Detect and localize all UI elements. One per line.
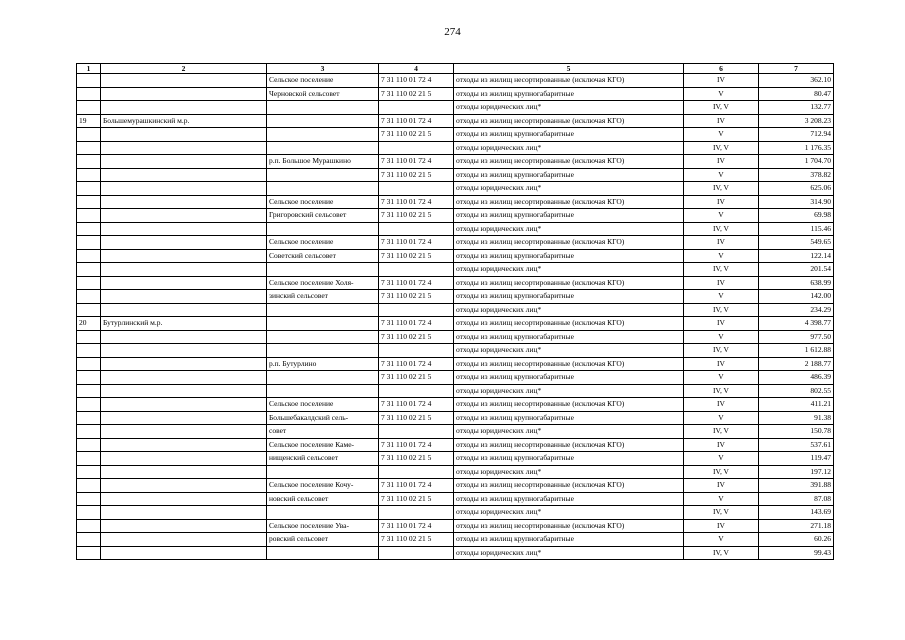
cell-waste-code [379,344,454,358]
page-number: 274 [444,26,461,38]
header-cell: 1 [77,64,101,74]
table-row [77,168,834,182]
cell-waste-type: отходы из жилищ несортированные (исключая КГО) [454,479,684,493]
table-row [77,155,834,169]
cell-district [101,479,267,493]
cell-waste-code [379,222,454,236]
cell-amount: 1 176.35 [759,141,834,155]
cell-hazard-class: IV [684,438,759,452]
header-row [77,64,834,74]
cell-amount: 4 398.77 [759,317,834,331]
cell-amount: 3 208.23 [759,114,834,128]
header-cell: 7 [759,64,834,74]
cell-amount: 549.65 [759,236,834,250]
table-row [77,209,834,223]
cell-waste-type: отходы из жилищ крупногабаритные [454,452,684,466]
cell-hazard-class: IV, V [684,303,759,317]
cell-waste-type: отходы из жилищ несортированные (исключая КГО) [454,317,684,331]
cell-amount: 150.78 [759,425,834,439]
cell-district [101,492,267,506]
cell-number [77,182,101,196]
cell-district [101,195,267,209]
cell-waste-type: отходы из жилищ несортированные (исключая КГО) [454,236,684,250]
cell-amount: 314.90 [759,195,834,209]
table-row [77,317,834,331]
header-cell: 4 [379,64,454,74]
cell-amount: 122.14 [759,249,834,263]
cell-amount: 537.61 [759,438,834,452]
cell-amount: 1 704.70 [759,155,834,169]
cell-number [77,371,101,385]
table-row [77,371,834,385]
cell-hazard-class: V [684,411,759,425]
cell-waste-type: отходы из жилищ несортированные (исключая КГО) [454,519,684,533]
cell-waste-code: 7 31 110 02 21 5 [379,492,454,506]
cell-waste-code: 7 31 110 02 21 5 [379,249,454,263]
cell-number [77,168,101,182]
cell-hazard-class: IV [684,155,759,169]
cell-district [101,236,267,250]
table-row [77,425,834,439]
cell-waste-type: отходы юридических лиц* [454,465,684,479]
cell-waste-type: отходы из жилищ несортированные (исключая КГО) [454,114,684,128]
cell-district [101,371,267,385]
cell-waste-code: 7 31 110 02 21 5 [379,330,454,344]
table-row [77,438,834,452]
table-row [77,101,834,115]
cell-hazard-class: V [684,330,759,344]
cell-district [101,182,267,196]
cell-waste-type: отходы из жилищ крупногабаритные [454,533,684,547]
cell-district [101,249,267,263]
cell-waste-code: 7 31 110 01 72 4 [379,236,454,250]
cell-waste-type: отходы юридических лиц* [454,101,684,115]
cell-hazard-class: V [684,452,759,466]
cell-waste-type: отходы из жилищ крупногабаритные [454,290,684,304]
cell-number [77,398,101,412]
cell-district [101,303,267,317]
cell-settlement: Григоровский сельсовет [267,209,379,223]
cell-hazard-class: IV, V [684,101,759,115]
cell-waste-type: отходы из жилищ несортированные (исключая КГО) [454,398,684,412]
cell-number [77,384,101,398]
cell-waste-code: 7 31 110 01 72 4 [379,276,454,290]
cell-hazard-class: IV, V [684,465,759,479]
cell-settlement: Сельское поселение Кочу- [267,479,379,493]
cell-amount: 143.69 [759,506,834,520]
cell-hazard-class: IV, V [684,425,759,439]
cell-waste-code: 7 31 110 01 72 4 [379,74,454,88]
cell-waste-code [379,182,454,196]
cell-waste-code [379,425,454,439]
cell-hazard-class: V [684,209,759,223]
cell-amount: 391.88 [759,479,834,493]
cell-waste-type: отходы юридических лиц* [454,344,684,358]
cell-amount: 142.00 [759,290,834,304]
table-row [77,533,834,547]
cell-district [101,465,267,479]
cell-district [101,141,267,155]
cell-number [77,249,101,263]
cell-settlement [267,317,379,331]
cell-waste-code: 7 31 110 02 21 5 [379,533,454,547]
cell-number [77,492,101,506]
cell-waste-type: отходы юридических лиц* [454,263,684,277]
cell-settlement: р.п. Большое Мурашкино [267,155,379,169]
cell-number: 19 [77,114,101,128]
cell-settlement [267,371,379,385]
cell-hazard-class: IV, V [684,141,759,155]
cell-waste-type: отходы из жилищ крупногабаритные [454,411,684,425]
cell-settlement: новский сельсовет [267,492,379,506]
cell-number [77,141,101,155]
cell-number: 20 [77,317,101,331]
cell-hazard-class: IV [684,236,759,250]
table-body [77,74,834,560]
cell-settlement: Сельское поселение Холя- [267,276,379,290]
cell-waste-code: 7 31 110 02 21 5 [379,290,454,304]
cell-settlement: Сельское поселение [267,236,379,250]
cell-hazard-class: V [684,533,759,547]
cell-waste-type: отходы из жилищ крупногабаритные [454,87,684,101]
cell-settlement [267,330,379,344]
cell-waste-code [379,141,454,155]
cell-amount: 201.54 [759,263,834,277]
cell-settlement: р.п. Бутурлино [267,357,379,371]
cell-number [77,290,101,304]
cell-district [101,290,267,304]
cell-number [77,276,101,290]
cell-hazard-class: V [684,290,759,304]
cell-amount: 712.94 [759,128,834,142]
cell-number [77,411,101,425]
cell-hazard-class: V [684,168,759,182]
cell-hazard-class: IV [684,317,759,331]
cell-district [101,276,267,290]
cell-settlement: нищенский сельсовет [267,452,379,466]
cell-waste-type: отходы из жилищ крупногабаритные [454,371,684,385]
cell-district [101,222,267,236]
waste-table [76,63,834,560]
cell-district [101,344,267,358]
cell-waste-code [379,303,454,317]
cell-number [77,506,101,520]
cell-district [101,384,267,398]
cell-district [101,519,267,533]
header-cell: 6 [684,64,759,74]
table-row [77,74,834,88]
cell-district [101,330,267,344]
cell-district [101,533,267,547]
cell-waste-code: 7 31 110 01 72 4 [379,317,454,331]
cell-number [77,330,101,344]
cell-settlement [267,114,379,128]
cell-waste-code: 7 31 110 01 72 4 [379,398,454,412]
header-cell: 5 [454,64,684,74]
cell-hazard-class: V [684,128,759,142]
cell-waste-type: отходы из жилищ крупногабаритные [454,330,684,344]
cell-amount: 99.43 [759,546,834,560]
cell-district [101,128,267,142]
cell-waste-type: отходы юридических лиц* [454,182,684,196]
table-row [77,182,834,196]
cell-waste-code [379,465,454,479]
cell-number [77,425,101,439]
table-row [77,384,834,398]
cell-hazard-class: IV, V [684,384,759,398]
cell-settlement: Черновской сельсовет [267,87,379,101]
cell-settlement [267,222,379,236]
cell-amount: 378.82 [759,168,834,182]
cell-waste-code: 7 31 110 02 21 5 [379,168,454,182]
cell-district [101,506,267,520]
cell-number [77,438,101,452]
cell-waste-code: 7 31 110 02 21 5 [379,411,454,425]
table-row [77,195,834,209]
table-row [77,114,834,128]
cell-settlement [267,303,379,317]
cell-waste-code: 7 31 110 01 72 4 [379,479,454,493]
cell-number [77,101,101,115]
cell-settlement [267,263,379,277]
cell-waste-type: отходы юридических лиц* [454,384,684,398]
cell-settlement: Сельское поселение [267,195,379,209]
table-row [77,330,834,344]
cell-waste-type: отходы из жилищ крупногабаритные [454,209,684,223]
cell-number [77,155,101,169]
table-row [77,506,834,520]
cell-number [77,263,101,277]
cell-settlement [267,344,379,358]
cell-number [77,465,101,479]
cell-hazard-class: IV [684,276,759,290]
cell-waste-type: отходы юридических лиц* [454,303,684,317]
cell-amount: 362.10 [759,74,834,88]
cell-district [101,87,267,101]
table-row [77,492,834,506]
header-cell: 3 [267,64,379,74]
table-row [77,452,834,466]
cell-district [101,168,267,182]
table-row [77,519,834,533]
cell-waste-type: отходы из жилищ несортированные (исключая КГО) [454,438,684,452]
table-row [77,236,834,250]
cell-amount: 87.08 [759,492,834,506]
cell-settlement: ровский сельсовет [267,533,379,547]
cell-district [101,209,267,223]
table-row [77,546,834,560]
cell-settlement: зинский сельсовет [267,290,379,304]
cell-number [77,533,101,547]
cell-hazard-class: IV [684,479,759,493]
cell-amount: 486.39 [759,371,834,385]
cell-waste-code: 7 31 110 01 72 4 [379,438,454,452]
cell-amount: 80.47 [759,87,834,101]
cell-waste-code: 7 31 110 02 21 5 [379,209,454,223]
header-cell: 2 [101,64,267,74]
cell-settlement: Сельское поселение Ува- [267,519,379,533]
cell-district [101,263,267,277]
cell-hazard-class: IV, V [684,506,759,520]
cell-amount: 60.26 [759,533,834,547]
cell-settlement: Сельское поселение [267,74,379,88]
cell-amount: 119.47 [759,452,834,466]
cell-waste-code: 7 31 110 02 21 5 [379,371,454,385]
cell-waste-code: 7 31 110 02 21 5 [379,87,454,101]
cell-settlement [267,384,379,398]
table-row [77,465,834,479]
cell-district [101,411,267,425]
cell-settlement [267,546,379,560]
cell-waste-type: отходы из жилищ несортированные (исключая КГО) [454,74,684,88]
cell-waste-code: 7 31 110 02 21 5 [379,128,454,142]
cell-amount: 638.99 [759,276,834,290]
cell-hazard-class: IV, V [684,344,759,358]
cell-number [77,479,101,493]
table-row [77,276,834,290]
cell-waste-code [379,384,454,398]
cell-hazard-class: IV [684,74,759,88]
cell-hazard-class: V [684,492,759,506]
table-row [77,263,834,277]
table-row [77,357,834,371]
cell-waste-code [379,101,454,115]
cell-waste-code [379,506,454,520]
cell-amount: 271.18 [759,519,834,533]
cell-waste-type: отходы из жилищ несортированные (исключая КГО) [454,195,684,209]
cell-settlement: совет [267,425,379,439]
cell-settlement [267,506,379,520]
cell-waste-type: отходы юридических лиц* [454,506,684,520]
cell-waste-type: отходы из жилищ крупногабаритные [454,249,684,263]
cell-hazard-class: V [684,371,759,385]
cell-number [77,546,101,560]
cell-number [77,452,101,466]
cell-hazard-class: IV, V [684,182,759,196]
cell-number [77,195,101,209]
cell-waste-type: отходы юридических лиц* [454,222,684,236]
cell-waste-code: 7 31 110 01 72 4 [379,357,454,371]
cell-waste-code: 7 31 110 01 72 4 [379,114,454,128]
cell-settlement [267,128,379,142]
cell-hazard-class: IV, V [684,546,759,560]
table-row [77,479,834,493]
cell-amount: 1 612.88 [759,344,834,358]
table-row [77,141,834,155]
cell-hazard-class: V [684,87,759,101]
cell-district: Большемурашкинский м.р. [101,114,267,128]
cell-waste-type: отходы из жилищ крупногабаритные [454,168,684,182]
cell-amount: 234.29 [759,303,834,317]
cell-amount: 197.12 [759,465,834,479]
table-row [77,303,834,317]
cell-waste-type: отходы из жилищ крупногабаритные [454,492,684,506]
cell-waste-type: отходы из жилищ несортированные (исключая КГО) [454,276,684,290]
cell-number [77,87,101,101]
cell-number [77,344,101,358]
table-row [77,290,834,304]
cell-district: Бутурлинский м.р. [101,317,267,331]
cell-waste-type: отходы юридических лиц* [454,425,684,439]
cell-number [77,209,101,223]
cell-number [77,74,101,88]
cell-amount: 625.06 [759,182,834,196]
cell-waste-code: 7 31 110 01 72 4 [379,195,454,209]
cell-amount: 115.46 [759,222,834,236]
cell-waste-type: отходы юридических лиц* [454,546,684,560]
cell-amount: 411.21 [759,398,834,412]
cell-settlement: Сельское поселение [267,398,379,412]
cell-amount: 132.77 [759,101,834,115]
cell-hazard-class: IV, V [684,263,759,277]
table-row [77,128,834,142]
cell-hazard-class: IV [684,519,759,533]
table-row [77,344,834,358]
cell-hazard-class: IV, V [684,222,759,236]
cell-number [77,222,101,236]
cell-settlement: Сельское поселение Каме- [267,438,379,452]
cell-waste-code [379,546,454,560]
cell-waste-code: 7 31 110 01 72 4 [379,519,454,533]
cell-settlement: Советский сельсовет [267,249,379,263]
cell-district [101,452,267,466]
cell-waste-code: 7 31 110 01 72 4 [379,155,454,169]
cell-district [101,357,267,371]
cell-waste-code: 7 31 110 02 21 5 [379,452,454,466]
cell-hazard-class: IV [684,357,759,371]
cell-amount: 91.38 [759,411,834,425]
cell-hazard-class: V [684,249,759,263]
cell-settlement [267,141,379,155]
cell-settlement [267,101,379,115]
cell-settlement [267,182,379,196]
cell-waste-type: отходы из жилищ крупногабаритные [454,128,684,142]
cell-number [77,303,101,317]
cell-hazard-class: IV [684,398,759,412]
cell-amount: 2 188.77 [759,357,834,371]
cell-district [101,425,267,439]
cell-district [101,438,267,452]
cell-number [77,128,101,142]
cell-district [101,398,267,412]
cell-hazard-class: IV [684,114,759,128]
table-row [77,249,834,263]
cell-number [77,357,101,371]
cell-settlement [267,168,379,182]
cell-district [101,74,267,88]
table-row [77,398,834,412]
table-row [77,222,834,236]
cell-number [77,236,101,250]
cell-waste-code [379,263,454,277]
cell-district [101,155,267,169]
cell-waste-type: отходы юридических лиц* [454,141,684,155]
cell-amount: 977.50 [759,330,834,344]
cell-district [101,101,267,115]
cell-waste-type: отходы из жилищ несортированные (исключая КГО) [454,155,684,169]
cell-number [77,519,101,533]
cell-district [101,546,267,560]
cell-amount: 802.55 [759,384,834,398]
table-row [77,411,834,425]
cell-waste-type: отходы из жилищ несортированные (исключая КГО) [454,357,684,371]
cell-settlement [267,465,379,479]
cell-settlement: Большебакалдский сель- [267,411,379,425]
cell-amount: 69.98 [759,209,834,223]
table-row [77,87,834,101]
cell-hazard-class: IV [684,195,759,209]
